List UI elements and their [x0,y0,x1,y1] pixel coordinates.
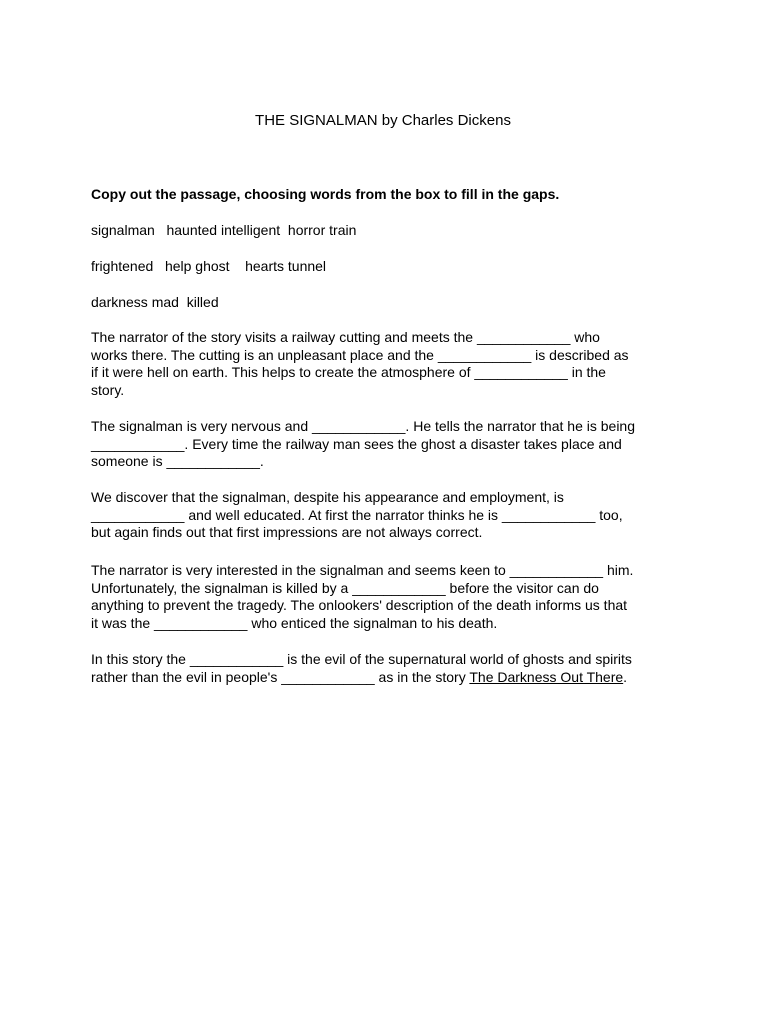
story-title-reference: The Darkness Out There [469,668,624,685]
paragraph-2 [91,418,687,471]
paragraph-line: Unfortunately, the signalman is killed by a ____________ before the visitor can do [91,579,599,596]
paragraph-line: it was the ____________ who enticed the signalman to his death. [91,615,498,632]
word-box-line-2: frightened help ghost hearts tunnel [91,258,327,274]
paragraph-line: We discover that the signalman, despite his appearance and employment, is [91,489,564,505]
paragraph-3 [91,489,687,542]
paragraph-line: but again finds out that first impressions are not always correct. [91,524,483,541]
line-suffix: . [623,668,628,685]
paragraph-line: someone is ____________. [91,453,264,470]
paragraph-4 [91,562,687,633]
paragraph-1 [91,329,687,400]
paragraph-line: The narrator is very interested in the signalman and seems keen to ____________ him. [91,562,634,578]
paragraph-line: The narrator of the story visits a railway cutting and meets the ____________ who [91,329,600,345]
instruction-text: Copy out the passage, choosing words from the box to fill in the gaps. [91,186,560,202]
paragraph-5 [91,651,687,686]
paragraph-line: ____________ and well educated. At first the narrator thinks he is ____________ too, [91,506,623,523]
word-box-line-3: darkness mad killed [91,294,219,310]
paragraph-line [91,669,687,687]
paragraph-line: anything to prevent the tragedy. The onlookers' description of the death informs us that [91,597,628,614]
paragraph-line: story. [91,382,125,399]
page-title: THE SIGNALMAN by Charles Dickens [255,112,511,129]
paragraph-line: if it were hell on earth. This helps to create the atmosphere of ____________ in the [91,364,606,381]
paragraph-line: The signalman is very nervous and ____________. He tells the narrator that he is being [91,418,636,434]
paragraph-line: works there. The cutting is an unpleasant place and the ____________ is described as [91,346,629,363]
line-prefix: rather than the evil in people's ____________ as in the story [91,668,470,685]
paragraph-line: ____________. Every time the railway man sees the ghost a disaster takes place and [91,435,622,452]
paragraph-line: In this story the ____________ is the evil of the supernatural world of ghosts and spirits [91,651,632,667]
word-box-line-1: signalman haunted intelligent horror train [91,222,357,238]
